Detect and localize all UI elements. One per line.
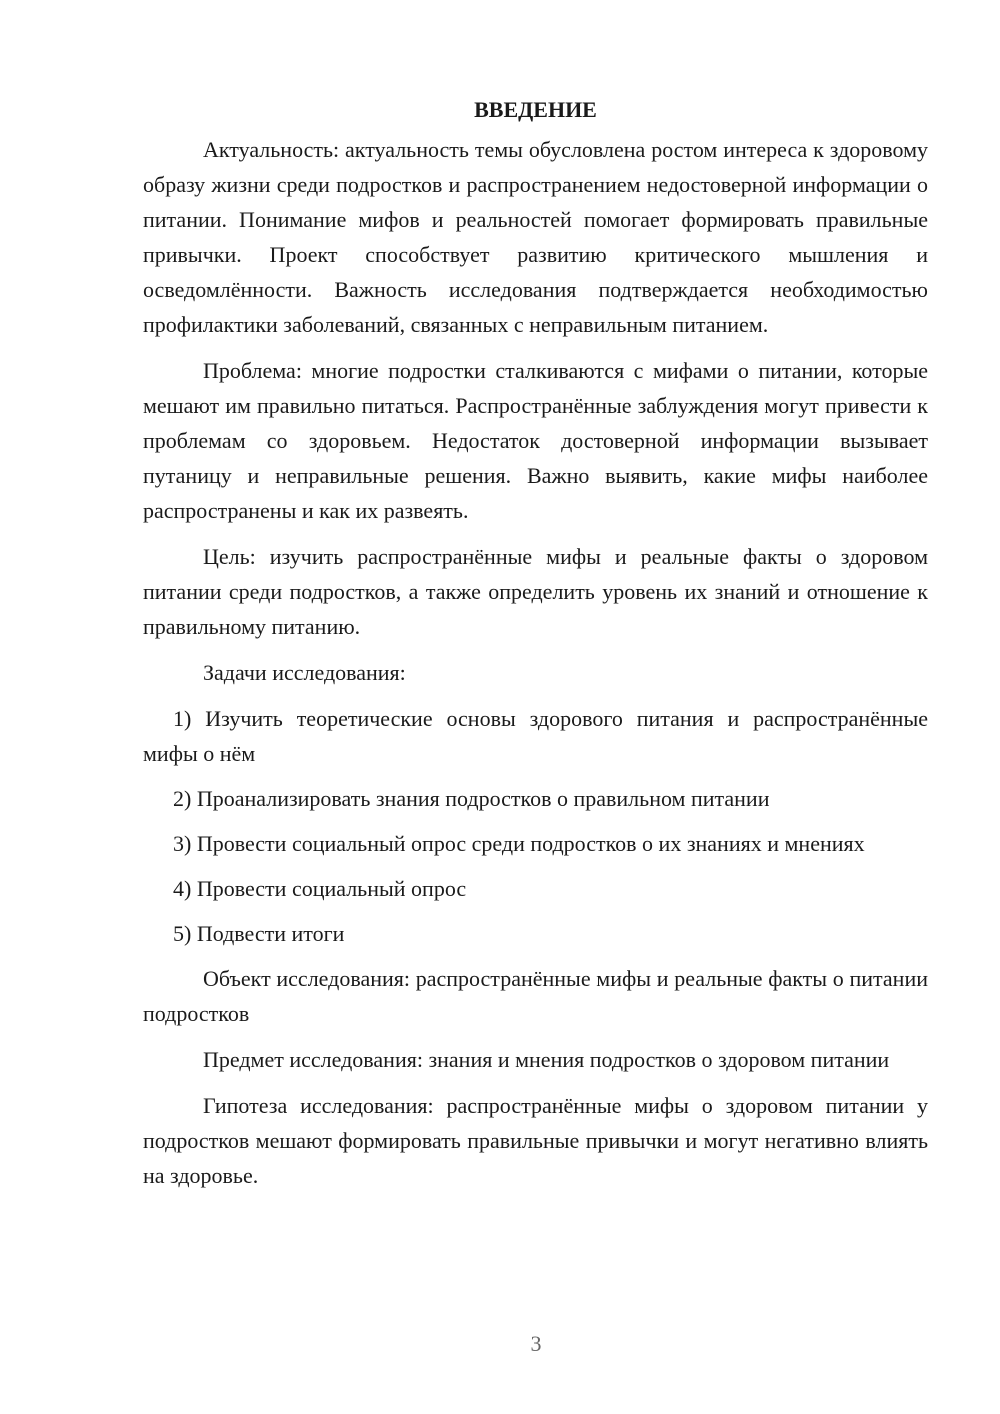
- relevance-paragraph: Актуальность: актуальность темы обусловлена ростом интереса к здоровому образу жизни среди подростков и распространением недостоверной информации о питании. Понимание мифов и реальностей помогает формировать правильные привычки. Проект способствует развитию критического мышления и осведомлённости. Важность исследования подтверждается необходимостью профилактики заболеваний, связанных с неправильным питанием.: [143, 137, 928, 337]
- hypothesis-paragraph: Гипотеза исследования: распространённые мифы о здоровом питании у подростков мешают формировать правильные привычки и могут негативно влиять на здоровье.: [143, 1093, 928, 1188]
- goal-paragraph: Цель: изучить распространённые мифы и реальные факты о здоровом питании среди подростков, а также определить уровень их знаний и отношение к правильному питанию.: [143, 544, 928, 639]
- task-item: 3) Провести социальный опрос среди подростков о их знаниях и мнениях: [173, 831, 865, 856]
- object-paragraph: Объект исследования: распространённые мифы и реальные факты о питании подростков: [143, 966, 928, 1026]
- tasks-list: [143, 701, 928, 951]
- task-item: 1) Изучить теоретические основы здорового питания и распространённые мифы о нём: [143, 706, 928, 766]
- section-title: ВВЕДЕНИЕ: [474, 97, 597, 122]
- task-item: 5) Подвести итоги: [173, 921, 345, 946]
- document-body: [143, 92, 928, 1204]
- tasks-heading: Задачи исследования:: [203, 660, 406, 685]
- subject-paragraph: Предмет исследования: знания и мнения подростков о здоровом питании: [203, 1047, 890, 1072]
- page-number: 3: [530, 1331, 542, 1356]
- task-item: 4) Провести социальный опрос: [173, 876, 467, 901]
- problem-paragraph: Проблема: многие подростки сталкиваются с мифами о питании, которые мешают им правильно питаться. Распространённые заблуждения могут привести к проблемам со здоровьем. Недостаток достоверной информации вызывает путаницу и неправильные решения. Важно выявить, какие мифы наиболее распространены и как их развеять.: [143, 358, 928, 523]
- task-item: 2) Проанализировать знания подростков о правильном питании: [173, 786, 770, 811]
